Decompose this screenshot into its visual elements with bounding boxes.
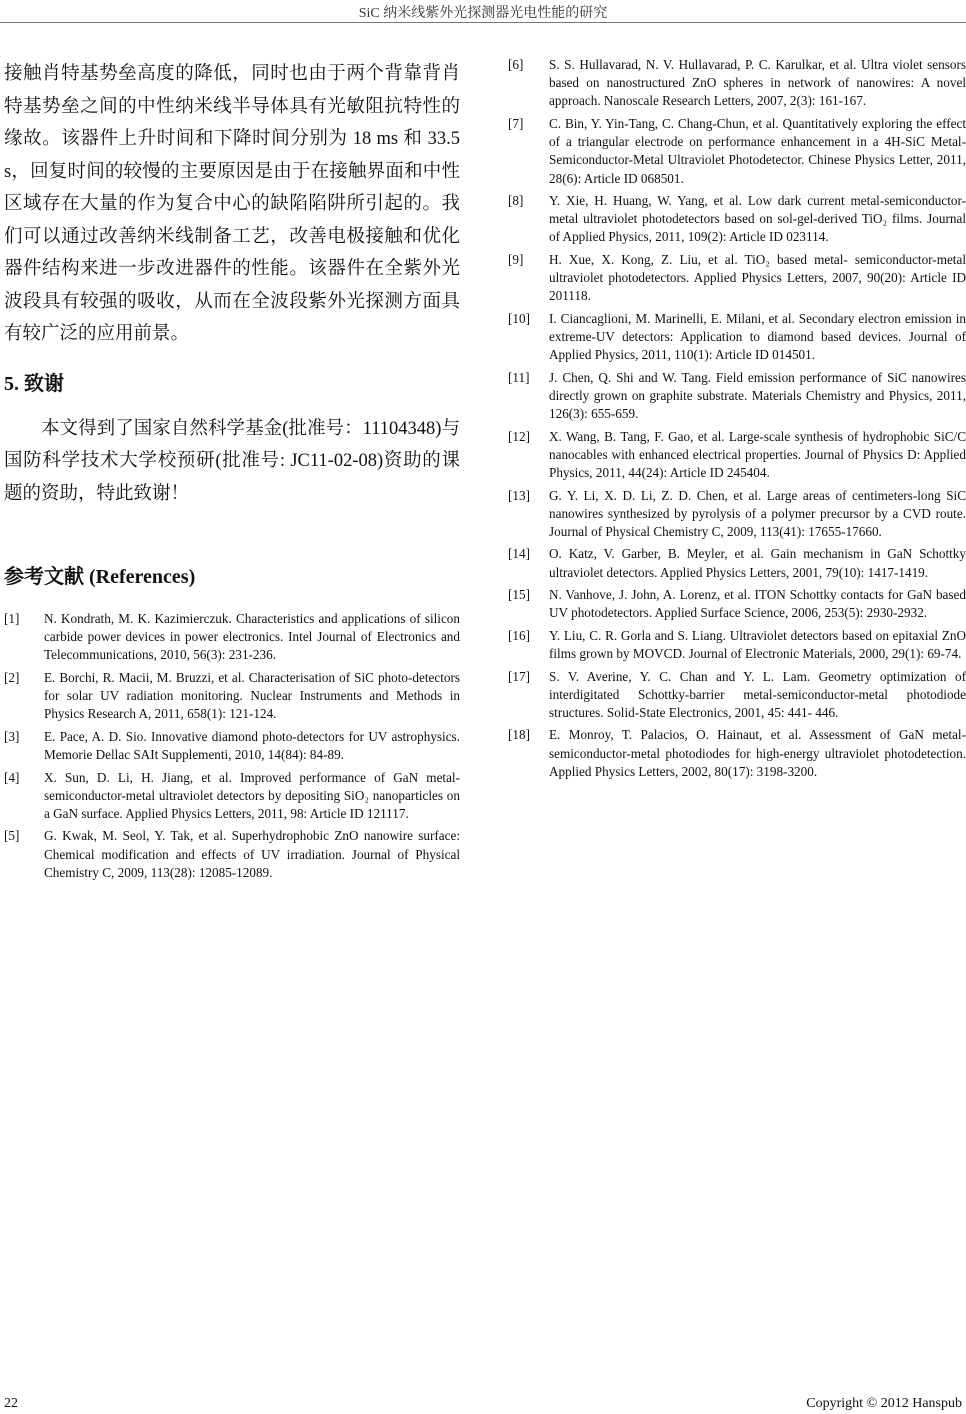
reference-item (508, 428, 966, 483)
reference-number: [14] (508, 546, 530, 562)
reference-text: G. Y. Li, X. D. Li, Z. D. Chen, et al. Large areas of centimeters-long SiC nanowires synthesized by pyrolysis of a polymer precursor by a CVD route. Journal of Physical Chemistry C, 2009, 113(41): 17655-17660. (549, 487, 966, 539)
left-column (4, 58, 460, 886)
reference-item (508, 115, 966, 188)
reference-text: G. Kwak, M. Seol, Y. Tak, et al. Superhydrophobic ZnO nanowire surface: Chemical modification and effects of UV irradiation. Journal of Physical Chemistry C, 2009, 113(28): 12085-12089. (44, 828, 460, 880)
reference-text: S. V. Averine, Y. C. Chan and Y. L. Lam. Geometry optimization of interdigitated Schottky-barrier metal-semiconductor-metal photodiode structures. Solid-State Electronics, 2001, 45: 441- 446. (549, 668, 966, 720)
reference-item (508, 369, 966, 424)
reference-number: [9] (508, 251, 524, 267)
reference-item (508, 192, 966, 247)
reference-item (508, 627, 966, 663)
reference-text: X. Wang, B. Tang, F. Gao, et al. Large-scale synthesis of hydrophobic SiC/C nanocables with enhanced electrical properties. Journal of Physics D: Applied Physics, 2011, 44(24): Article ID 245404. (549, 428, 966, 481)
body-paragraph: 接触肖特基势垒高度的降低，同时也由于两个背靠背肖特基势垒之间的中性纳米线半导体具有光敏阻抗特性的缘故。该器件上升时间和下降时间分别为 18 ms 和 33.5 s，回复时间的较慢的主要原因是由于在接触界面和中性区域存在大量的作为复合中心的缺陷陷阱所引起的。我们可以通过改善纳米线制备工艺，改善电极接触和优化器件结构来进一步改进器件的性能。该器件在全紫外光波段具有较强的吸收，从而在全波段紫外光探测方面具有较广泛的应用前景。 (4, 64, 460, 344)
running-header: SiC 纳米线紫外光探测器光电性能的研究 (358, 6, 608, 21)
right-column (508, 56, 966, 785)
reference-item (508, 251, 966, 306)
reference-text: C. Bin, Y. Yin-Tang, C. Chang-Chun, et al. Quantitatively exploring the effect of a triangular electrode on performance enhancement in a 4H-SiC Metal-Semiconductor-Metal Ultraviolet Photodetector. Chinese Physics Letter, 2011, 28(6): Article ID 068501. (549, 115, 966, 186)
reference-text: S. S. Hullavarad, N. V. Hullavarad, P. C. Karulkar, et al. Ultra violet sensors based on nanostructured ZnO spheres in network of nanowires: A novel approach. Nanoscale Research Letters, 2007, 2(3): 161-167. (549, 57, 966, 109)
reference-item (4, 769, 460, 824)
reference-item (508, 668, 966, 723)
reference-text: E. Pace, A. D. Sio. Innovative diamond photo-detectors for UV astrophysics. Memorie Dellac SAIt Supplementi, 2010, 14(84): 84-89. (44, 728, 460, 763)
acknowledgement-heading: 5. 致谢 (4, 372, 64, 395)
reference-text: Y. Xie, H. Huang, W. Yang, et al. Low dark current metal-semiconductor-metal ultraviolet photodetectors based on sol-gel-derived TiO₂ films. Journal of Applied Physics, 2011, 109(2): Article ID 023114. (549, 193, 966, 245)
reference-item (508, 726, 966, 781)
reference-item (508, 56, 966, 111)
reference-number: [5] (4, 828, 20, 844)
reference-number: [15] (508, 587, 530, 603)
reference-number: [7] (508, 115, 524, 131)
reference-number: [8] (508, 193, 524, 209)
reference-number: [2] (4, 669, 20, 685)
acknowledgement-text: 本文得到了国家自然科学基金(批准号：11104348)与国防科学技术大学校预研(批准号: JC11-02-08)资助的课题的资助，特此致谢！ (4, 418, 460, 504)
reference-text: I. Ciancaglioni, M. Marinelli, E. Milani, et al. Secondary electron emission in extreme-UV detectors: Application to diamond based devices. Journal of Applied Physics, 2011, 110(1): Article ID 014501. (549, 310, 966, 363)
reference-text: J. Chen, Q. Shi and W. Tang. Field emission performance of SiC nanowires directly grown on graphite substrate. Materials Chemistry and Physics, 2011, 126(3): 655-659. (549, 369, 966, 422)
reference-number: [18] (508, 727, 530, 743)
reference-text: H. Xue, X. Kong, Z. Liu, et al. TiO₂ based metal- semiconductor-metal ultraviolet photodetectors. Applied Physics Letters, 2007, 90(20): Article ID 201118. (549, 251, 966, 304)
reference-text: N. Vanhove, J. John, A. Lorenz, et al. ITON Schottky contacts for GaN based UV photodetectors. Applied Surface Science, 2006, 253(5): 2930-2932. (549, 587, 966, 621)
copyright-notice: Copyright © 2012 Hanspub (806, 1396, 962, 1411)
reference-text: E. Borchi, R. Macii, M. Bruzzi, et al. Characterisation of SiC photo-detectors for solar UV radiation monitoring. Nuclear Instruments and Methods in Physics Research A, 2011, 658(1): 121-124. (44, 669, 460, 722)
reference-list-right (508, 56, 966, 781)
reference-text: X. Sun, D. Li, H. Jiang, et al. Improved performance of GaN metal-semiconductor-metal ultraviolet detectors by depositing SiO₂ nanoparticles on a GaN surface. Applied Physics Letters, 2011, 98: Article ID 121117. (44, 769, 460, 821)
reference-item (508, 310, 966, 365)
reference-text: Y. Liu, C. R. Gorla and S. Liang. Ultraviolet detectors based on epitaxial ZnO films grown by MOVCD. Journal of Electronic Materials, 2000, 29(1): 69-74. (549, 627, 966, 662)
reference-text: N. Kondrath, M. K. Kazimierczuk. Characteristics and applications of silicon carbide power devices in power electronics. Intel Journal of Electronics and Telecommunications, 2010, 56(3): 231-236. (44, 611, 460, 663)
header-rule (0, 22, 966, 23)
reference-number: [11] (508, 369, 530, 385)
reference-number: [6] (508, 57, 524, 72)
reference-number: [1] (4, 611, 20, 626)
reference-item (508, 487, 966, 542)
reference-item (4, 669, 460, 724)
reference-item (508, 586, 966, 622)
reference-number: [17] (508, 668, 530, 684)
reference-number: [10] (508, 310, 530, 326)
reference-item (4, 610, 460, 665)
reference-number: [12] (508, 428, 530, 444)
reference-item (4, 827, 460, 882)
references-heading: 参考文献 (References) (4, 566, 196, 588)
reference-text: O. Katz, V. Garber, B. Meyler, et al. Gain mechanism in GaN Schottky ultraviolet detectors. Applied Physics Letters, 2001, 79(10): 1417-1419. (549, 546, 966, 580)
reference-number: [13] (508, 487, 530, 503)
reference-item (4, 728, 460, 764)
reference-list-left (4, 610, 460, 882)
reference-number: [16] (508, 627, 530, 643)
page-number: 22 (4, 1396, 18, 1411)
reference-number: [3] (4, 728, 20, 744)
reference-text: E. Monroy, T. Palacios, O. Hainaut, et al. Assessment of GaN metal-semiconductor-metal photodiodes for high-energy ultraviolet photodetection. Applied Physics Letters, 2002, 80(17): 3198-3200. (549, 727, 966, 779)
reference-number: [4] (4, 769, 20, 785)
reference-item (508, 545, 966, 581)
